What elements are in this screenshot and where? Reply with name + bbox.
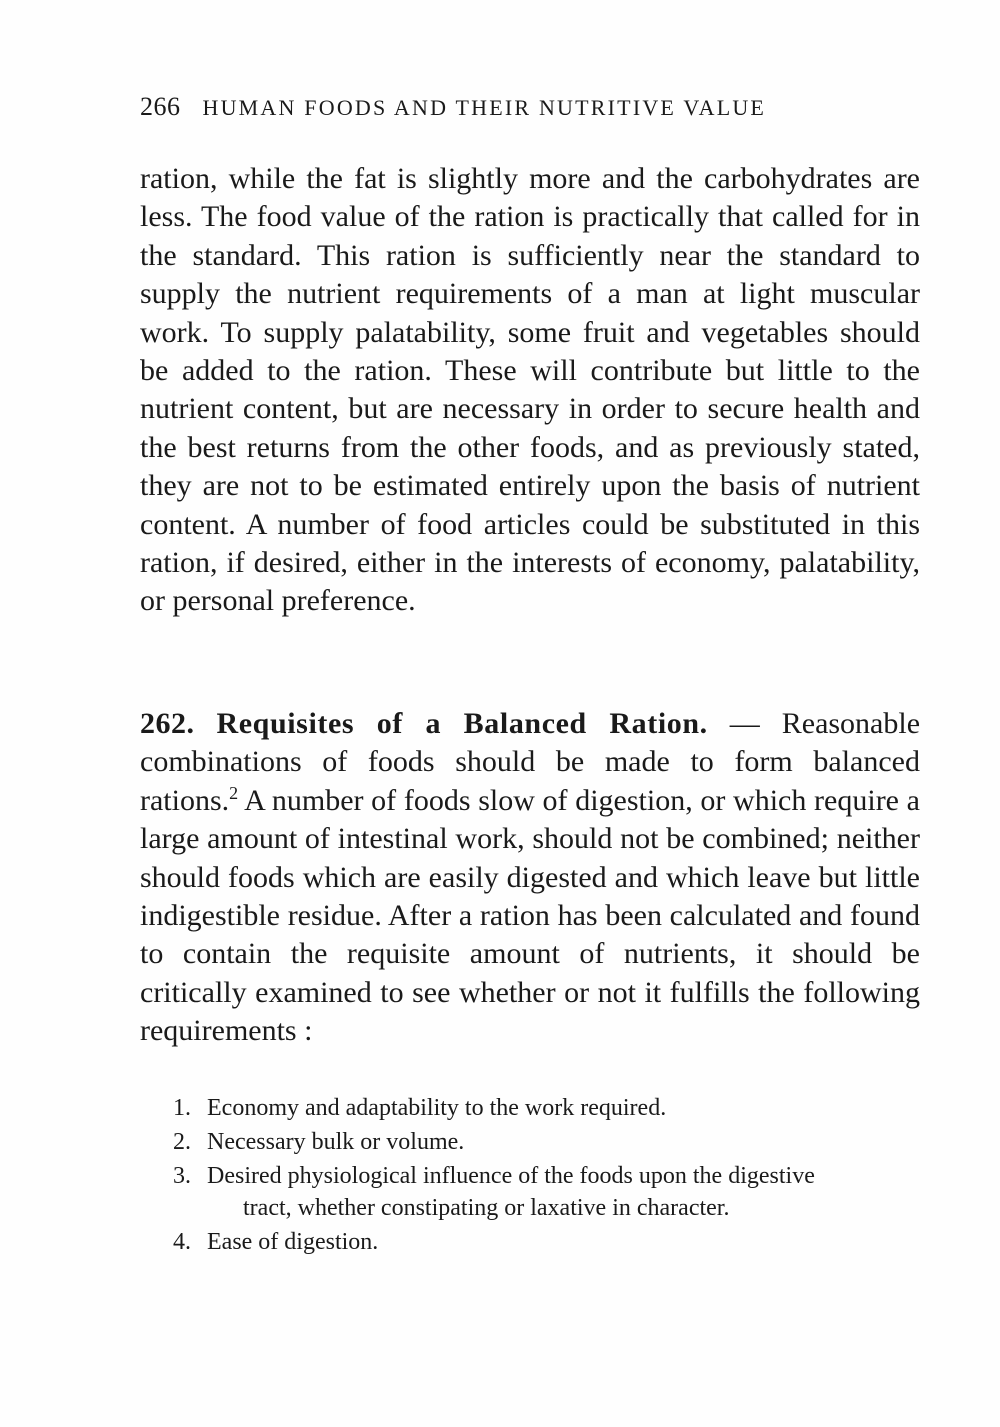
section-body-a: Reasonable combinations of foods should be made to form balanced rations. xyxy=(140,707,921,817)
page-number: 266 xyxy=(140,92,181,121)
list-item-text xyxy=(207,1161,925,1223)
running-head-title: HUMAN FOODS AND THEIR NUTRITIVE VALUE xyxy=(202,95,767,120)
list-item-line1: Desired physiological influence of the foods upon the digestive xyxy=(207,1163,815,1190)
section-body-b: A number of foods slow of digestion, or which require a large amount of intestinal work, should not be combined; neither should foods which are easily digested and which leave but little indigestible residue. After a ration has been calculated and found to contain the requisite amount of nutrients, it should be critically examined to see whether or not it fulfills the following requirements : xyxy=(140,783,920,1048)
list-item-text: Economy and adaptability to the work required. xyxy=(207,1095,667,1121)
section-number: 262. xyxy=(140,707,195,740)
list-item xyxy=(165,1127,925,1158)
list-item-number: 4. xyxy=(173,1228,191,1255)
list-item xyxy=(165,1227,925,1258)
list-item-number: 1. xyxy=(173,1095,191,1121)
footnote-marker: 2 xyxy=(229,782,239,803)
list-item-line2: tract, whether constipating or laxative in character. xyxy=(243,1194,730,1221)
em-dash: — xyxy=(729,707,760,740)
running-head xyxy=(140,92,870,122)
list-item xyxy=(165,1161,925,1223)
paragraph-section-262 xyxy=(140,705,920,1051)
section-title: Requisites of a Balanced Ration. xyxy=(216,707,708,740)
paragraph-continuation: ration, while the fat is slightly more and the carbohydrates are less. The food value of the ration is practically that called for in the standard. This ration is sufficiently near the standard to supply the nutrient requirements of a man at light muscular work. To supply palatability, some fruit and vegetables should be added to the ration. These will contribute but little to the nutrient content, but are necessary in order to secure health and the best returns from the other foods, and as previously stated, they are not to be estimated entirely upon the basis of nutrient content. A number of food articles could be substituted in this ration, if desired, either in the interests of economy, palatability, or personal preference. xyxy=(140,162,920,618)
list-item-number: 3. xyxy=(173,1163,191,1190)
list-item xyxy=(165,1093,925,1124)
list-item-text: Ease of digestion. xyxy=(207,1228,379,1255)
list-item-number: 2. xyxy=(173,1129,191,1156)
requirements-list xyxy=(165,1093,925,1261)
list-item-text: Necessary bulk or volume. xyxy=(207,1129,465,1156)
